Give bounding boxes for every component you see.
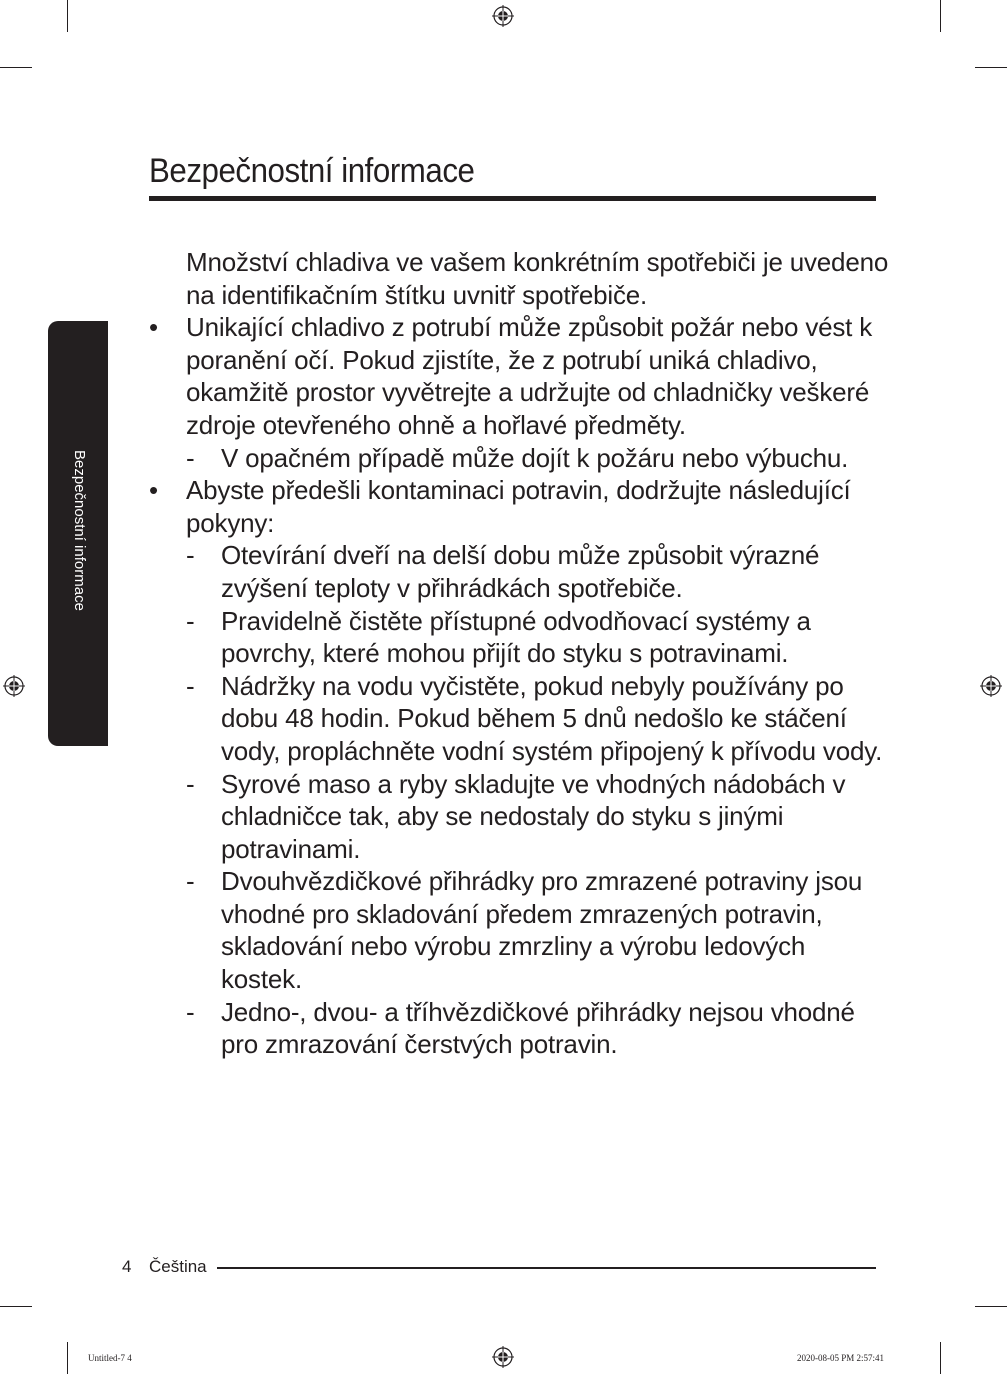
sub-item	[149, 442, 889, 475]
dash-marker: -	[186, 605, 195, 636]
bullet-text: Abyste předešli kontaminaci potravin, dodržujte následující pokyny:	[186, 475, 851, 538]
dash-marker: -	[186, 768, 195, 799]
crop-mark	[67, 0, 68, 32]
sub-item	[149, 996, 889, 1061]
dash-marker: -	[186, 996, 195, 1027]
footer-language: Čeština	[149, 1257, 207, 1276]
crop-mark	[0, 1306, 32, 1307]
sub-item-text: Dvouhvězdičkové přihrádky pro zmrazené potraviny jsou vhodné pro skladování předem zmrazených potravin, skladování nebo výrobu zmrzliny a výrobu ledových kostek.	[221, 866, 863, 995]
bullet-text: Unikající chladivo z potrubí může způsobit požár nebo vést k poranění očí. Pokud zjistíte, že z potrubí uniká chladivo, okamžitě prostor vyvětrejte a udržujte od chladničky veškeré zdroje otevřeného ohně a hořlavé předměty.	[186, 312, 873, 440]
registration-mark-icon	[3, 675, 25, 697]
dash-marker: -	[186, 866, 195, 897]
page-number: 4	[122, 1257, 132, 1276]
registration-mark-icon	[980, 675, 1002, 697]
bullet-marker: •	[149, 312, 158, 343]
safety-content	[149, 246, 889, 1061]
dash-marker: -	[186, 540, 195, 571]
crop-mark	[940, 1342, 941, 1374]
sub-item	[149, 670, 889, 768]
bullet-item	[149, 474, 889, 539]
crop-mark	[0, 67, 32, 68]
section-side-tab-label: Bezpečnostní informace	[71, 450, 88, 611]
sub-item	[149, 539, 889, 604]
sub-item-text: Otevírání dveří na delší dobu může způsobit výrazné zvýšení teploty v přihrádkách spotřebiče.	[221, 540, 820, 603]
slug-file: Untitled-7 4	[88, 1353, 132, 1363]
dash-marker: -	[186, 670, 195, 701]
page-title: Bezpečnostní informace	[149, 152, 475, 190]
title-divider	[149, 196, 876, 201]
sub-item-text: Jedno-, dvou- a tříhvězdičkové přihrádky nejsou vhodné pro zmrazování čerstvých potravin.	[221, 996, 855, 1060]
registration-mark-icon	[492, 1346, 514, 1368]
sub-item-text: V opačném případě může dojít k požáru nebo výbuchu.	[221, 442, 849, 473]
sub-item-text: Nádržky na vodu vyčistěte, pokud nebyly používány po dobu 48 hodin. Pokud během 5 dnů nedošlo ke stáčení vody, propláchněte vodní systém připojený k přívodu vody.	[221, 670, 883, 766]
sub-item	[149, 768, 889, 866]
slug-timestamp: 2020-08-05 PM 2:57:41	[797, 1353, 885, 1363]
footer-divider	[217, 1267, 876, 1269]
sub-item	[149, 865, 889, 995]
crop-mark	[975, 1306, 1007, 1307]
registration-mark-icon	[492, 5, 514, 27]
sub-item	[149, 605, 889, 670]
bullet-item	[149, 311, 889, 441]
sub-item-text: Pravidelně čistěte přístupné odvodňovací systémy a povrchy, které mohou přijít do styku s potravinami.	[221, 605, 811, 669]
crop-mark	[940, 0, 941, 32]
sub-item-text: Syrové maso a ryby skladujte ve vhodných nádobách v chladničce tak, aby se nedostaly do styku s jinými potravinami.	[221, 768, 846, 864]
crop-mark	[975, 67, 1007, 68]
crop-mark	[67, 1342, 68, 1374]
intro-paragraph: Množství chladiva ve vašem konkrétním spotřebiči je uvedeno na identifikačním štítku uvnitř spotřebiče.	[186, 247, 889, 310]
bullet-marker: •	[149, 475, 158, 506]
dash-marker: -	[186, 442, 195, 473]
